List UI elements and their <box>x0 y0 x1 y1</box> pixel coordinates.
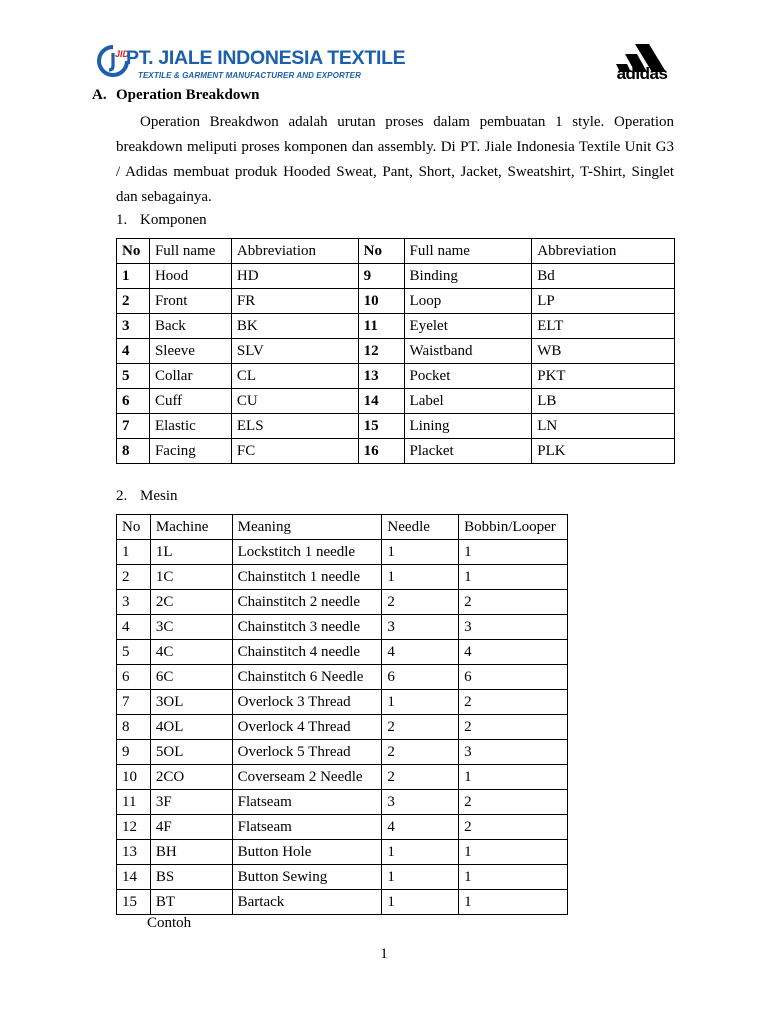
intro-paragraph-text: Operation Breakdwon adalah urutan proses dalam pembuatan 1 style. Operation breakdown meliputi proses komponen dan assembly. Di PT. Jiale Indonesia Textile Unit G3 / Adidas membuat produk Hooded Sweat, Pant, Short, Jacket, Sweatshirt, T-Shirt, Singlet dan sebagainya. <box>116 114 674 205</box>
table-cell: Eyelet <box>404 314 532 339</box>
table-cell: BS <box>150 865 232 890</box>
table-cell: 7 <box>117 690 151 715</box>
komponen-table <box>116 238 675 464</box>
table-cell: 2 <box>459 715 568 740</box>
header-cell: No <box>358 239 404 264</box>
table-cell: Pocket <box>404 364 532 389</box>
table-cell: 14 <box>117 865 151 890</box>
table-cell: 10 <box>358 289 404 314</box>
mesin-table <box>116 514 568 915</box>
table-cell: 13 <box>358 364 404 389</box>
table-cell: 11 <box>358 314 404 339</box>
table-cell: 1 <box>117 540 151 565</box>
table-row <box>117 615 568 640</box>
table-cell: HD <box>231 264 358 289</box>
table-cell: Bartack <box>232 890 382 915</box>
table-row <box>117 815 568 840</box>
header-cell: Abbreviation <box>532 239 675 264</box>
table-cell: 4F <box>150 815 232 840</box>
header-cell: No <box>117 239 150 264</box>
table-cell: 9 <box>358 264 404 289</box>
table-cell: 3 <box>117 314 150 339</box>
adidas-wordmark: adidas <box>616 64 668 83</box>
table-row <box>117 890 568 915</box>
table-cell: Bd <box>532 264 675 289</box>
header-cell: Abbreviation <box>231 239 358 264</box>
table-cell: ELT <box>532 314 675 339</box>
table-cell: 3 <box>117 590 151 615</box>
table-row <box>117 665 568 690</box>
table-row <box>117 389 675 414</box>
table-cell: 1 <box>382 890 459 915</box>
table-cell: 2 <box>382 590 459 615</box>
komponen-number: 1. <box>116 212 128 228</box>
page-header <box>96 40 676 90</box>
table-row <box>117 590 568 615</box>
table-cell: Lining <box>404 414 532 439</box>
table-cell: 1 <box>459 565 568 590</box>
table-row <box>117 289 675 314</box>
table-cell: Facing <box>149 439 231 464</box>
table-cell: 3 <box>459 740 568 765</box>
table-cell: Binding <box>404 264 532 289</box>
table-cell: 2 <box>459 690 568 715</box>
table-cell: Overlock 5 Thread <box>232 740 382 765</box>
table-cell: 6 <box>382 665 459 690</box>
table-cell: LN <box>532 414 675 439</box>
table-cell: 2 <box>459 815 568 840</box>
table-cell: Loop <box>404 289 532 314</box>
header-cell: No <box>117 515 151 540</box>
table-row <box>117 640 568 665</box>
table-row <box>117 865 568 890</box>
table-row <box>117 439 675 464</box>
table-cell: 10 <box>117 765 151 790</box>
jiale-logo-icon <box>96 44 130 78</box>
table-cell: LP <box>532 289 675 314</box>
table-row <box>117 790 568 815</box>
table-cell: 2 <box>117 565 151 590</box>
table-cell: 6C <box>150 665 232 690</box>
header-cell: Full name <box>149 239 231 264</box>
table-cell: 1C <box>150 565 232 590</box>
section-letter: A. <box>92 87 107 103</box>
table-cell: BK <box>231 314 358 339</box>
table-cell: BH <box>150 840 232 865</box>
company-name: PT. JIALE INDONESIA TEXTILE <box>126 47 406 69</box>
table-cell: 3C <box>150 615 232 640</box>
table-cell: 5 <box>117 364 150 389</box>
table-row <box>117 414 675 439</box>
table-row <box>117 565 568 590</box>
table-cell: 5 <box>117 640 151 665</box>
table-cell: 1 <box>382 865 459 890</box>
table-row <box>117 364 675 389</box>
table-cell: 6 <box>117 389 150 414</box>
table-cell: Label <box>404 389 532 414</box>
table-cell: 13 <box>117 840 151 865</box>
table-cell: 2 <box>459 790 568 815</box>
table-cell: 12 <box>358 339 404 364</box>
table-cell: 14 <box>358 389 404 414</box>
table-cell: Chainstitch 1 needle <box>232 565 382 590</box>
table-cell: 1 <box>382 840 459 865</box>
table-cell: BT <box>150 890 232 915</box>
table-cell: 9 <box>117 740 151 765</box>
table-cell: Flatseam <box>232 815 382 840</box>
section-title: Operation Breakdown <box>116 87 260 103</box>
mesin-number: 2. <box>116 488 128 504</box>
table-cell: 8 <box>117 715 151 740</box>
table-cell: CL <box>231 364 358 389</box>
table-cell: 1 <box>459 840 568 865</box>
table-row <box>117 339 675 364</box>
table-cell: 1 <box>382 540 459 565</box>
table-cell: Cuff <box>149 389 231 414</box>
table-row <box>117 715 568 740</box>
table-cell: 4 <box>382 640 459 665</box>
table-cell: Chainstitch 2 needle <box>232 590 382 615</box>
komponen-title: Komponen <box>140 212 207 228</box>
table-row <box>117 765 568 790</box>
table-cell: Overlock 3 Thread <box>232 690 382 715</box>
komponen-heading <box>116 212 207 229</box>
table-cell: WB <box>532 339 675 364</box>
table-cell: 4 <box>117 339 150 364</box>
table-cell: 4 <box>382 815 459 840</box>
table-cell: 1 <box>117 264 150 289</box>
table-cell: 4C <box>150 640 232 665</box>
table-cell: 4 <box>117 615 151 640</box>
mesin-header-row <box>117 515 568 540</box>
table-cell: 1 <box>459 890 568 915</box>
table-cell: 1 <box>459 540 568 565</box>
intro-paragraph <box>116 110 674 210</box>
table-cell: 11 <box>117 790 151 815</box>
table-cell: 15 <box>358 414 404 439</box>
table-cell: LB <box>532 389 675 414</box>
table-cell: Overlock 4 Thread <box>232 715 382 740</box>
table-cell: CU <box>231 389 358 414</box>
table-cell: 2 <box>117 289 150 314</box>
table-cell: Collar <box>149 364 231 389</box>
header-cell: Bobbin/Looper <box>459 515 568 540</box>
table-cell: Chainstitch 3 needle <box>232 615 382 640</box>
table-cell: 3 <box>382 790 459 815</box>
header-cell: Needle <box>382 515 459 540</box>
table-row <box>117 540 568 565</box>
mesin-title: Mesin <box>140 488 178 504</box>
header-cell: Full name <box>404 239 532 264</box>
table-cell: 1 <box>459 865 568 890</box>
table-cell: Button Hole <box>232 840 382 865</box>
table-cell: 1 <box>459 765 568 790</box>
table-cell: Placket <box>404 439 532 464</box>
table-cell: Button Sewing <box>232 865 382 890</box>
table-cell: 15 <box>117 890 151 915</box>
table-cell: 7 <box>117 414 150 439</box>
table-cell: 3F <box>150 790 232 815</box>
table-cell: 12 <box>117 815 151 840</box>
table-cell: 6 <box>459 665 568 690</box>
section-heading <box>92 87 260 104</box>
table-cell: 4OL <box>150 715 232 740</box>
table-cell: 4 <box>459 640 568 665</box>
table-cell: Waistband <box>404 339 532 364</box>
table-cell: PKT <box>532 364 675 389</box>
table-cell: Lockstitch 1 needle <box>232 540 382 565</box>
table-row <box>117 740 568 765</box>
table-cell: 1L <box>150 540 232 565</box>
caption-text: Contoh <box>147 915 192 931</box>
header-cell: Machine <box>150 515 232 540</box>
table-row <box>117 314 675 339</box>
table-cell: 1 <box>382 690 459 715</box>
table-row <box>117 840 568 865</box>
table-cell: ELS <box>231 414 358 439</box>
jiale-logo-text: JID <box>115 49 130 59</box>
table-cell: 6 <box>117 665 151 690</box>
table-cell: FR <box>231 289 358 314</box>
company-tagline: TEXTILE & GARMENT MANUFACTURER AND EXPORTER <box>138 71 361 80</box>
table-cell: Flatseam <box>232 790 382 815</box>
table-cell: 2C <box>150 590 232 615</box>
table-cell: 8 <box>117 439 150 464</box>
table-cell: Chainstitch 6 Needle <box>232 665 382 690</box>
adidas-logo <box>608 40 676 88</box>
table-cell: 1 <box>382 565 459 590</box>
table-cell: FC <box>231 439 358 464</box>
table-cell: Hood <box>149 264 231 289</box>
table-cell: SLV <box>231 339 358 364</box>
table-cell: 16 <box>358 439 404 464</box>
table-cell: Coverseam 2 Needle <box>232 765 382 790</box>
table-cell: 2 <box>382 715 459 740</box>
table-cell: 2 <box>459 590 568 615</box>
table-cell: 3 <box>382 615 459 640</box>
table-cell: Front <box>149 289 231 314</box>
table-cell: Elastic <box>149 414 231 439</box>
table-cell: 2CO <box>150 765 232 790</box>
table-cell: Sleeve <box>149 339 231 364</box>
page-number: 1 <box>380 946 388 962</box>
komponen-header-row <box>117 239 675 264</box>
table-cell: 2 <box>382 740 459 765</box>
table-cell: 3OL <box>150 690 232 715</box>
table-cell: 3 <box>459 615 568 640</box>
table-cell: Back <box>149 314 231 339</box>
header-cell: Meaning <box>232 515 382 540</box>
table-row <box>117 264 675 289</box>
table-cell: 2 <box>382 765 459 790</box>
table-cell: Chainstitch 4 needle <box>232 640 382 665</box>
table-cell: PLK <box>532 439 675 464</box>
mesin-heading <box>116 488 178 505</box>
table-cell: 5OL <box>150 740 232 765</box>
table-row <box>117 690 568 715</box>
